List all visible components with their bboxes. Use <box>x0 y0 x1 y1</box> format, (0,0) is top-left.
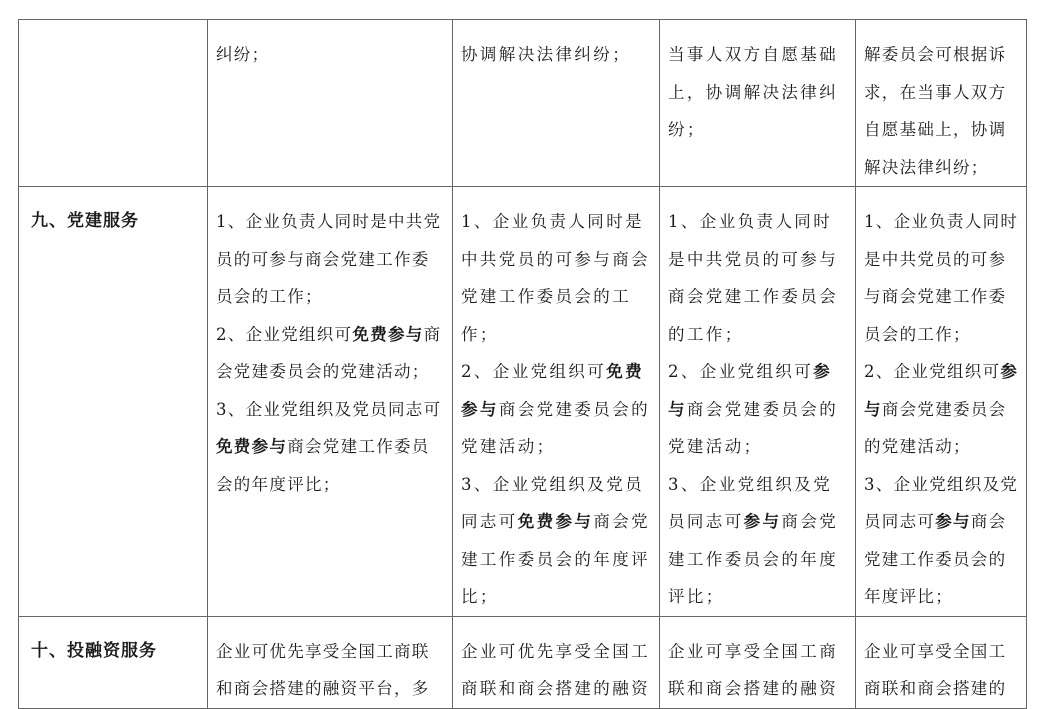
table-cell <box>660 20 856 187</box>
table-cell <box>208 187 453 617</box>
table-cell <box>856 20 1027 187</box>
text-segment: 纠纷； <box>216 45 270 64</box>
emphasized-text: 与 <box>479 399 499 419</box>
row-heading: 九、党建服务 <box>31 211 139 231</box>
cell-paragraph <box>461 633 653 708</box>
cell-paragraph <box>668 466 849 616</box>
text-segment: 企业可优先享受全国工商联和商会搭建的融资 <box>461 641 650 698</box>
cell-paragraph <box>216 203 446 316</box>
cell-content <box>208 187 452 503</box>
service-comparison-table <box>18 19 1027 709</box>
text-segment: 协调解决法律纠纷； <box>461 45 632 64</box>
cell-paragraph <box>461 36 653 74</box>
cell-content <box>208 617 452 708</box>
emphasized-text: 免费参 <box>461 362 645 419</box>
cell-paragraph <box>864 633 1020 708</box>
text-segment: 2、企业党组织可 <box>461 362 607 381</box>
text-segment: 商会党建工作委员会的年度评比； <box>864 512 1007 606</box>
table-cell <box>453 187 660 617</box>
text-segment: 1、企业负责人同时是中共党员的可参与商会党建工作委员会的工作； <box>668 212 839 344</box>
cell-paragraph <box>461 466 653 616</box>
emphasized-text: 参与 <box>668 362 833 419</box>
text-segment: 企业可享受全国工商联和商会搭建的融资 <box>668 641 839 698</box>
cell-paragraph <box>668 203 849 353</box>
text-segment: 2、企业党组织可 <box>864 362 1001 381</box>
table-cell <box>453 616 660 708</box>
table-cell <box>208 616 453 708</box>
cell-content <box>856 20 1026 186</box>
text-segment: 2、企业党组织可 <box>216 324 353 344</box>
row-heading-cell <box>19 20 208 187</box>
cell-paragraph <box>668 36 849 149</box>
text-segment: 1、企业负责人同时是中共党员的可参与商会党建工作委员会的工作； <box>864 212 1019 344</box>
cell-paragraph <box>864 353 1020 466</box>
row-heading-cell <box>19 187 208 617</box>
emphasized-text: 参与 <box>864 362 1019 419</box>
text-segment: 商会党建委员会的党建活动； <box>461 399 651 456</box>
text-segment: 当事人双方自愿基础上，协调解决法律纠纷； <box>668 45 839 139</box>
party-building-row <box>19 187 1027 617</box>
cell-paragraph <box>864 203 1020 353</box>
text-segment: 3、企业党组织及党员同志可 <box>461 474 644 531</box>
table-cell <box>453 20 660 187</box>
cell-paragraph <box>216 633 446 708</box>
text-segment: 3、企业党组织及党员同志可 <box>668 474 833 531</box>
dispute-row <box>19 20 1027 187</box>
text-segment: 1、企业负责人同时是中共党员的可参与商会党建工作委员会的工作； <box>461 212 650 344</box>
cell-content <box>208 20 452 74</box>
cell-paragraph <box>864 36 1020 186</box>
cell-paragraph <box>216 391 446 504</box>
text-segment: 2、企业党组织可 <box>668 362 814 381</box>
cell-content <box>856 187 1026 616</box>
emphasized-text: 免费参与 <box>352 324 424 344</box>
cell-content <box>856 617 1026 708</box>
cell-content <box>453 20 659 74</box>
text-segment: 企业可享受全国工商联和商会搭建的 <box>864 641 1007 698</box>
text-segment: 3、企业党组织及党员同志可 <box>216 399 442 419</box>
table-cell <box>856 187 1027 617</box>
financing-row <box>19 616 1027 708</box>
cell-paragraph <box>216 316 446 391</box>
cell-paragraph <box>461 353 653 466</box>
cell-paragraph <box>668 353 849 466</box>
emphasized-text: 免费参与 <box>216 437 288 456</box>
text-segment: 商会党建委员会的党建活动； <box>668 399 839 456</box>
cell-content <box>453 617 659 708</box>
row-heading-cell <box>19 616 208 708</box>
text-segment: 商会党建工作委员会的年度评比； <box>216 437 430 494</box>
cell-content <box>660 617 855 708</box>
text-segment: 解委员会可根据诉求，在当事人双方自愿基础上，协调解决法律纠纷； <box>864 45 1007 177</box>
cell-content <box>660 20 855 149</box>
emphasized-text: 免费参与 <box>517 512 594 531</box>
text-segment: 商会党建工作委员会的年度评比； <box>668 512 839 606</box>
text-segment: 商会党建工作委员会的年度评比； <box>461 512 651 606</box>
text-segment: 商会党建委员会的党建活动； <box>216 324 442 381</box>
text-segment: 3、企业党组织及党员同志可 <box>864 474 1019 531</box>
cell-content <box>660 187 855 616</box>
cell-paragraph <box>216 36 446 74</box>
table-cell <box>856 616 1027 708</box>
row-heading: 十、投融资服务 <box>31 640 157 661</box>
table-cell <box>660 616 856 708</box>
text-segment: 1、企业负责人同时是中共党员的可参与商会党建工作委员会的工作； <box>216 212 442 306</box>
cell-content <box>453 187 659 616</box>
text-segment: 企业可优先享受全国工商联和商会搭建的融资平台，多 <box>216 641 430 698</box>
emphasized-text: 参与 <box>935 512 971 531</box>
table-cell <box>660 187 856 617</box>
text-segment: 商会党建委员会的党建活动； <box>864 399 1007 456</box>
cell-paragraph <box>864 466 1020 616</box>
emphasized-text: 参与 <box>743 512 782 531</box>
table-cell <box>208 20 453 187</box>
cell-paragraph <box>461 203 653 353</box>
cell-paragraph <box>668 633 849 708</box>
row-heading <box>19 20 207 36</box>
